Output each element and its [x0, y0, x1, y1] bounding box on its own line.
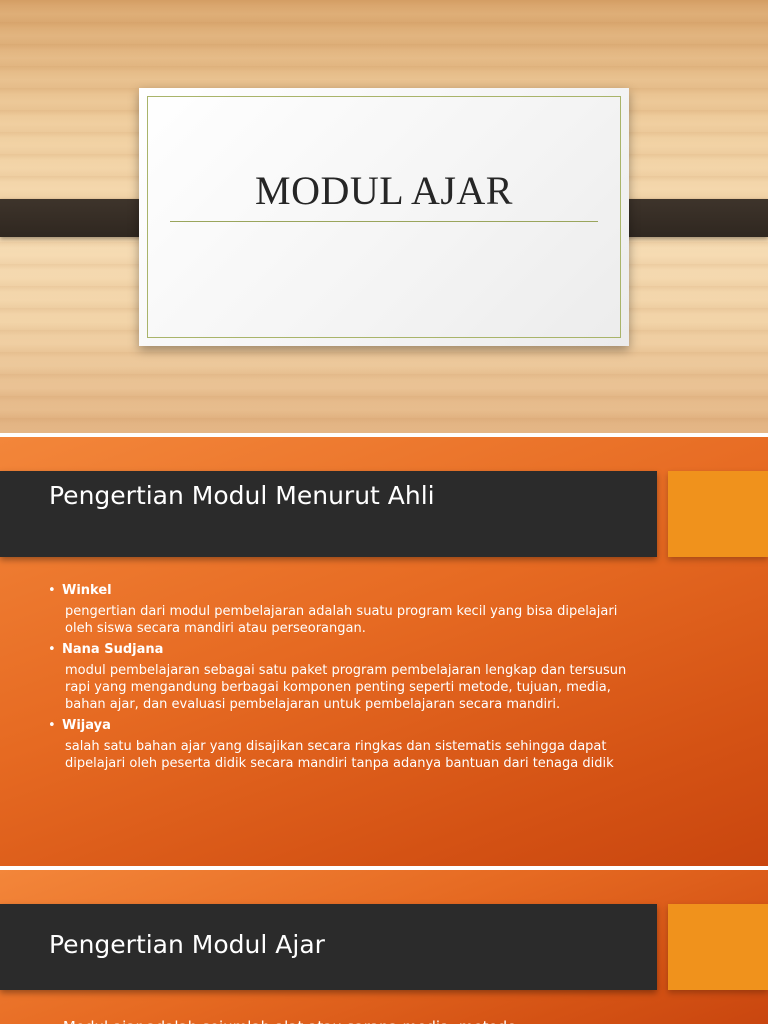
list-item [48, 717, 648, 772]
expert-definition: modul pembelajaran sebagai satu paket program pembelajaran lengkap dan tersusun rapi yang mengandung berbagai komponen penting seperti metode, tujuan, media, bahan ajar, dan evaluasi pembelajaran untuk pembelajaran secara mandiri. [65, 663, 627, 712]
body-first-line: Modul ajar adalah sejumlah alat atau sarana media, metode [62, 1018, 517, 1036]
list-item [48, 641, 648, 713]
definitions-slide [0, 437, 768, 866]
slide-title-bar [0, 471, 657, 557]
bullet-dot: • [48, 642, 56, 657]
slide-heading: Pengertian Modul Ajar [49, 930, 325, 959]
expert-definition: salah satu bahan ajar yang disajikan secara ringkas dan sistematis sehingga dapat dipelajari oleh peserta didik secara mandiri tanpa adanya bantuan dari tenaga didik [65, 739, 614, 771]
expert-name: Wijaya [62, 718, 111, 733]
expert-definition: pengertian dari modul pembelajaran adalah suatu program kecil yang bisa dipelajari oleh siswa secara mandiri atau perseorangan. [65, 604, 618, 636]
bullet-dot: • [48, 1018, 57, 1036]
modul-ajar-slide [0, 870, 768, 1036]
expert-name: Nana Sudjana [62, 642, 164, 657]
list-item [48, 582, 648, 637]
right-strap [612, 199, 768, 237]
title-card-frame [147, 96, 621, 338]
left-strap [0, 199, 156, 237]
slide-title: MODUL AJAR [255, 168, 513, 213]
bullet-dot: • [48, 583, 56, 598]
slide-title-bar [0, 904, 657, 990]
slide-heading: Pengertian Modul Menurut Ahli [49, 481, 435, 510]
bullet-dot: • [48, 718, 56, 733]
title-divider [170, 221, 598, 222]
accent-block [668, 904, 768, 990]
expert-name: Winkel [62, 583, 112, 598]
title-card [139, 88, 629, 346]
accent-block [668, 471, 768, 557]
definition-list [48, 582, 648, 772]
slide-body-text [48, 1018, 668, 1036]
title-slide [0, 0, 768, 433]
